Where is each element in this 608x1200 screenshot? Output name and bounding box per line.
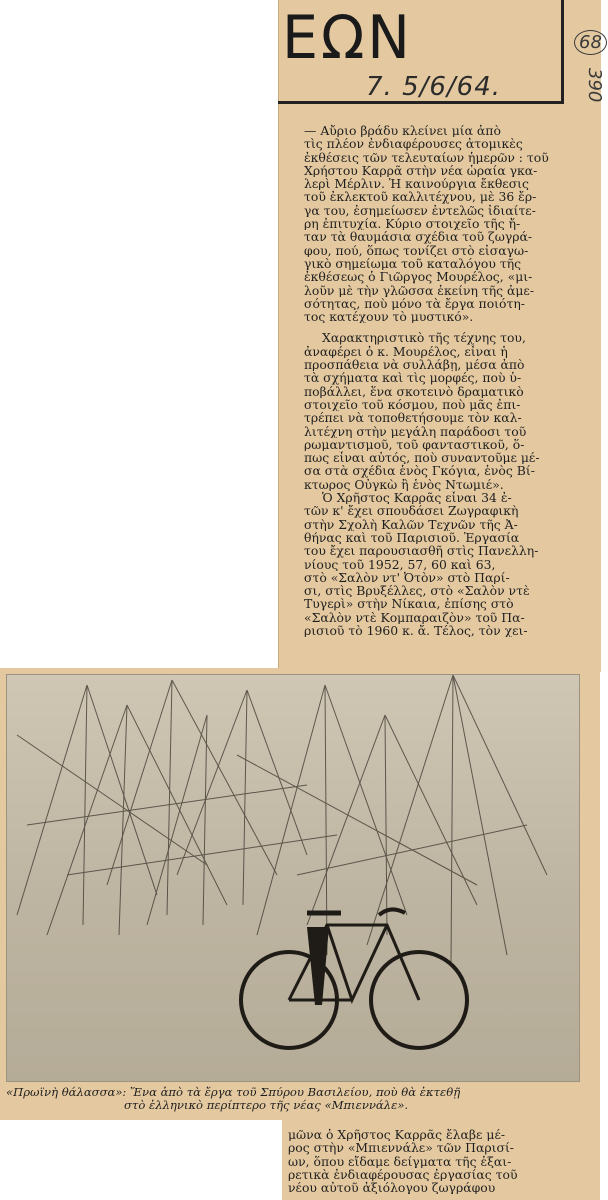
mast-line <box>451 675 453 965</box>
article-line: φου, πού, ὅπως τονίζει στὸ εἰσαγω- <box>304 243 529 257</box>
article-line: θήνας καὶ τοῦ Παρισιοῦ. Ἐργασία <box>304 530 520 545</box>
article-line: ποβάλλει, ἕνα σκοτεινὸ δραματικὸ <box>304 384 524 398</box>
article-line: ων, ὅπου εἴδαμε δείγματα τῆς ἐξαι- <box>288 1154 512 1168</box>
bicycle-bag <box>307 927 329 1005</box>
article-line: τῶν κ' ἔχει σπουδάσει Ζωγραφικὴ <box>304 504 519 518</box>
article-line: Χαρακτηριστικὸ τῆς τέχνης του, <box>322 331 526 345</box>
rigging-line <box>367 675 453 945</box>
article-line: ἐκθέσεις τῶν τελευταίων ἡμερῶν : τοῦ <box>304 150 549 164</box>
article-line: Χρήστου Καρρᾶ στὴν νέα ὡραία γκα- <box>304 163 538 178</box>
article-paragraph-2 <box>286 331 600 491</box>
bicycle <box>241 909 467 1048</box>
article-line: ταν τὰ θαυμάσια σχέδια τοῦ ζωγρά- <box>304 230 533 244</box>
article-line: τὰ σχήματα καὶ τὶς μορφές, ποὺ ὑ- <box>304 371 522 385</box>
article-line: ἐκθέσεως ὁ Γιῶργος Μουρέλος, «μι- <box>304 270 533 284</box>
article-line: ρη ἐπιτυχία. Κύριο στοιχεῖο τῆς ἤ- <box>304 217 521 231</box>
mast-line <box>119 705 127 935</box>
rigging-line <box>17 735 207 865</box>
article-line: σι, στὶς Βρυξέλλες, στὸ «Σαλὸν ντὲ <box>304 584 530 598</box>
archive-number-circled: 68 <box>574 30 607 55</box>
rigging-line <box>257 685 325 935</box>
article-line: νίους τοῦ 1952, 57, 60 καὶ 63, <box>304 557 496 571</box>
mast-line <box>385 715 387 935</box>
mast-line <box>167 680 172 915</box>
article-line: του ἔχει παρουσιασθῆ στὶς Πανελλη- <box>304 544 539 558</box>
rigging-line <box>67 835 337 875</box>
article-line: Τυγερὶ» στὴν Νίκαια, ἐπίσης στὸ <box>304 597 514 611</box>
rigging-line <box>453 675 507 955</box>
rigging-line <box>325 685 407 915</box>
article-line: — Αὔριο βράδυ κλείνει μία ἀπὸ <box>304 124 501 138</box>
article-paragraph-1 <box>286 124 600 323</box>
handwritten-date: 7. 5/6/64. <box>366 72 502 102</box>
caption-line: στὸ ἑλληνικὸ περίπτερο τῆς νέας «Μπιεννάλε». <box>124 1099 409 1112</box>
masthead-title: ΕΩΝ <box>282 3 413 73</box>
article-line: στοιχεῖο τοῦ κόσμου, ποὺ μᾶς ἐπι- <box>304 397 521 412</box>
article-line: ρος στὴν «Μπιεννάλε» τῶν Παρισί- <box>288 1141 514 1155</box>
article-body <box>286 124 600 637</box>
article-line: νέου αὐτοῦ ἀξιόλογου ζωγράφου <box>288 1181 496 1195</box>
archive-number: 390 <box>584 68 605 103</box>
article-line: σότητας, ποὺ μόνο τὰ ἔργα ποιότη- <box>304 296 525 311</box>
rigging-line <box>27 785 307 825</box>
article-line: ρισιοῦ τὸ 1960 κ. ἄ. Τέλος, τὸν χει- <box>304 623 528 638</box>
mast-line <box>203 715 207 925</box>
artwork-illustration <box>7 675 579 1081</box>
article-line: τὶς πλέον ἐνδιαφέρουσες ἀτομικὲς <box>304 137 523 151</box>
article-line: τος κατέχουν τὸ μυστικό». <box>304 310 474 324</box>
article-line: ἀναφέρει ὁ κ. Μουρέλος, εἶναι ἡ <box>304 344 508 359</box>
article-line: κτωρος Οὐγκὼ ἢ ἑνὸς Ντωμιέ». <box>304 477 504 492</box>
caption-line: «Πρωϊνὴ θάλασσα»: Ἕνα ἀπὸ τὰ ἔργα τοῦ Σπύρου Βασιλείου, ποὺ θὰ ἐκτεθῇ <box>6 1086 461 1099</box>
article-line: προσπάθεια νὰ συλλάβῃ, μέσα ἀπὸ <box>304 358 525 372</box>
article-paragraph-3 <box>286 491 600 637</box>
rigging-line <box>17 685 87 915</box>
article-line: γικὸ σημείωμα τοῦ καταλόγου τῆς <box>304 256 522 271</box>
artwork-photo <box>6 674 580 1082</box>
article-line: «Σαλὸν ντὲ Κομπαραιζὸν» τοῦ Πα- <box>304 610 525 624</box>
article-line: μῶνα ὁ Χρῆστος Καρρᾶς ἔλαβε μέ- <box>288 1128 506 1142</box>
article-line: στὸ «Σαλὸν ντ' Ὀτὸν» στὸ Παρί- <box>304 570 510 585</box>
mast-line <box>83 685 87 925</box>
article-line: στὴν Σχολὴ Καλῶν Τεχνῶν τῆς Ἀ- <box>304 517 518 531</box>
mast-line <box>243 690 247 905</box>
bicycle-handlebar <box>379 909 405 915</box>
article-line: πως εἶναι αὐτός, ποὺ συναντοῦμε μέ- <box>304 451 540 465</box>
rigging-line <box>247 690 307 855</box>
rigging-line <box>453 675 547 875</box>
article-line: γα του, ἐσημείωσεν ἐντελῶς ἰδιαίτε- <box>304 203 536 218</box>
photo-caption <box>6 1086 600 1112</box>
article-line: τοῦ ἐκλεκτοῦ καλλιτέχνου, μὲ 36 ἔρ- <box>304 190 537 204</box>
article-line: λοῦν μὲ τὴν γλῶσσα ἐκείνη τῆς ἀμε- <box>304 283 535 297</box>
article-line: ρωμαντισμοῦ, τοῦ φανταστικοῦ, ὅ- <box>304 437 525 452</box>
article-continuation <box>288 1128 598 1194</box>
article-line: ρετικὰ ἐνδιαφέρουσας ἐργασίας τοῦ <box>288 1167 518 1182</box>
rigging-line <box>107 680 172 885</box>
article-line: λερὶ Μέρλιν. Ἡ καινούργια ἔκθεσις <box>304 177 529 191</box>
article-line: τρέπει νὰ τοποθετήσουμε τὸν καλ- <box>304 411 522 425</box>
article-line: λιτέχνη στὴν μεγάλη παράδοσι τοῦ <box>304 424 527 438</box>
article-line: σα στὰ σχέδια ἑνὸς Γκόγια, ἑνὸς Βί- <box>304 464 535 478</box>
article-line: Ὁ Χρῆστος Καρρᾶς εἶναι 34 ἐ- <box>322 491 512 505</box>
